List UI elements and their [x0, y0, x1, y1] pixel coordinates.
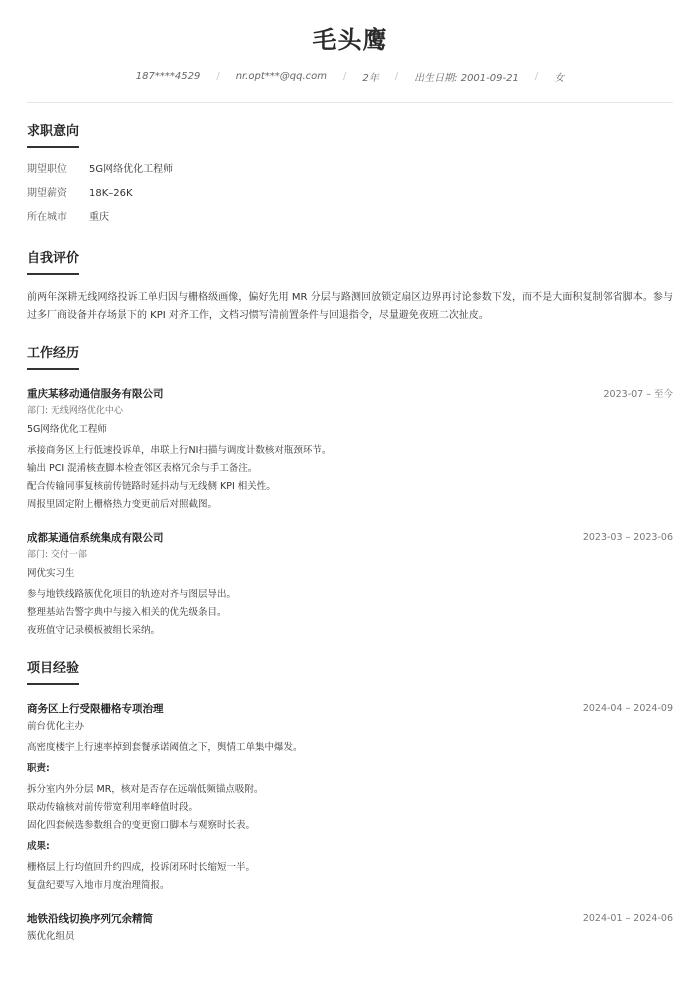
work-detail-line: 整理基站告警字典中与接入相关的优先级条目。 — [27, 607, 227, 618]
section-title-self-eval: 自我评价 — [27, 248, 79, 275]
work-detail-line: 配合传输同事复核前传链路时延抖动与无线侧 KPI 相关性。 — [27, 481, 276, 492]
intent-label: 期望薪资 — [27, 188, 67, 199]
company-name: 成都某通信系统集成有限公司 — [27, 531, 164, 544]
department: 部门: 交付一部 — [27, 550, 87, 560]
project-entry — [27, 699, 673, 895]
intent-section — [27, 121, 673, 230]
work-detail-line: 参与地铁线路簇优化项目的轨迹对齐与图层导出。 — [27, 589, 237, 600]
intent-value: 重庆 — [89, 212, 109, 223]
project-entry-header — [27, 699, 673, 717]
work-detail-line: 周报里固定附上栅格热力变更前后对照截图。 — [27, 499, 218, 510]
intent-label: 所在城市 — [27, 212, 67, 223]
intent-label: 期望职位 — [27, 164, 67, 175]
phone: 187****4529 — [135, 70, 201, 82]
separator: / — [534, 70, 539, 82]
project-entry-header — [27, 909, 673, 927]
project-date: 2024-01 – 2024-06 — [582, 912, 673, 924]
project-results — [27, 859, 673, 895]
intent-list — [27, 158, 673, 230]
section-title-work: 工作经历 — [27, 343, 79, 370]
department: 部门: 无线网络优化中心 — [27, 406, 123, 416]
gender: 女 — [554, 72, 565, 84]
project-duties — [27, 781, 673, 835]
work-details — [27, 586, 673, 640]
work-entry — [27, 528, 673, 640]
project-date: 2024-04 – 2024-09 — [582, 702, 673, 714]
work-details — [27, 442, 673, 514]
duty-line: 固化四套候选参数组合的变更窗口脚本与观察时长表。 — [27, 820, 256, 831]
section-title-intent: 求职意向 — [27, 121, 79, 148]
resume-page — [27, 0, 673, 947]
project-role: 簇优化组员 — [27, 931, 75, 942]
self-eval-text: 前两年深耕无线网络投诉工单归因与栅格级画像，偏好先用 MR 分层与路测回放锁定扇区边界再讨论参数下发，而不是大面积复制邻省脚本。参与过多厂商设备并存场景下的 KPI 对齐工作，文档习惯写清前置条件与回退指令，尽量避免夜班二次扯皮。 — [27, 292, 673, 321]
separator: / — [343, 70, 347, 82]
result-label: 成果: — [27, 841, 50, 852]
intent-row-city — [27, 206, 673, 230]
email: nr.opt***@qq.com — [235, 70, 328, 82]
work-entry-header — [27, 384, 673, 402]
work-entry — [27, 384, 673, 514]
result-line: 复盘纪要写入地市月度治理简报。 — [27, 880, 170, 891]
job-title: 5G网络优化工程师 — [27, 424, 107, 435]
work-section — [27, 343, 673, 640]
work-entry-header — [27, 528, 673, 546]
experience-years: 2年 — [362, 72, 379, 84]
intent-row-salary — [27, 182, 673, 206]
project-description: 高密度楼宇上行速率掉到套餐承诺阈值之下，舆情工单集中爆发。 — [27, 742, 303, 753]
company-name: 重庆某移动通信服务有限公司 — [27, 387, 164, 400]
intent-value: 18K–26K — [89, 188, 133, 199]
separator: / — [394, 70, 399, 82]
intent-row-position — [27, 158, 673, 182]
job-title: 网优实习生 — [27, 568, 75, 579]
candidate-name: 毛头鹰 — [312, 26, 388, 54]
project-name: 商务区上行受限栅格专项治理 — [27, 702, 164, 715]
duty-line: 联动传输核对前传带宽利用率峰值时段。 — [27, 802, 199, 813]
self-eval-section — [27, 248, 673, 325]
contact-bar — [27, 68, 673, 84]
work-detail-line: 夜班值守记录模板被组长采纳。 — [27, 625, 161, 636]
projects-section — [27, 658, 673, 947]
intent-value: 5G网络优化工程师 — [89, 164, 174, 175]
duty-line: 拆分室内外分层 MR，核对是否存在远端低频锚点吸附。 — [27, 784, 264, 795]
duty-label: 职责: — [27, 763, 50, 774]
header-divider — [27, 102, 673, 103]
project-name: 地铁沿线切换序列冗余精简 — [27, 912, 153, 925]
result-line: 栅格层上行均值回升约四成，投诉闭环时长缩短一半。 — [27, 862, 256, 873]
work-date: 2023-07 – 至今 — [603, 389, 673, 400]
work-date: 2023-03 – 2023-06 — [582, 531, 673, 543]
project-role: 前台优化主办 — [27, 721, 85, 732]
section-title-projects: 项目经验 — [27, 658, 79, 685]
separator: / — [216, 70, 220, 82]
project-entry — [27, 909, 673, 947]
work-detail-line: 输出 PCI 混淆核查脚本检查邻区表格冗余与手工备注。 — [27, 463, 258, 474]
birth-date: 出生日期: 2001-09-21 — [414, 72, 519, 84]
work-detail-line: 承接商务区上行低速投诉单，串联上行NI扫描与调度计数核对瓶颈环节。 — [27, 445, 332, 456]
